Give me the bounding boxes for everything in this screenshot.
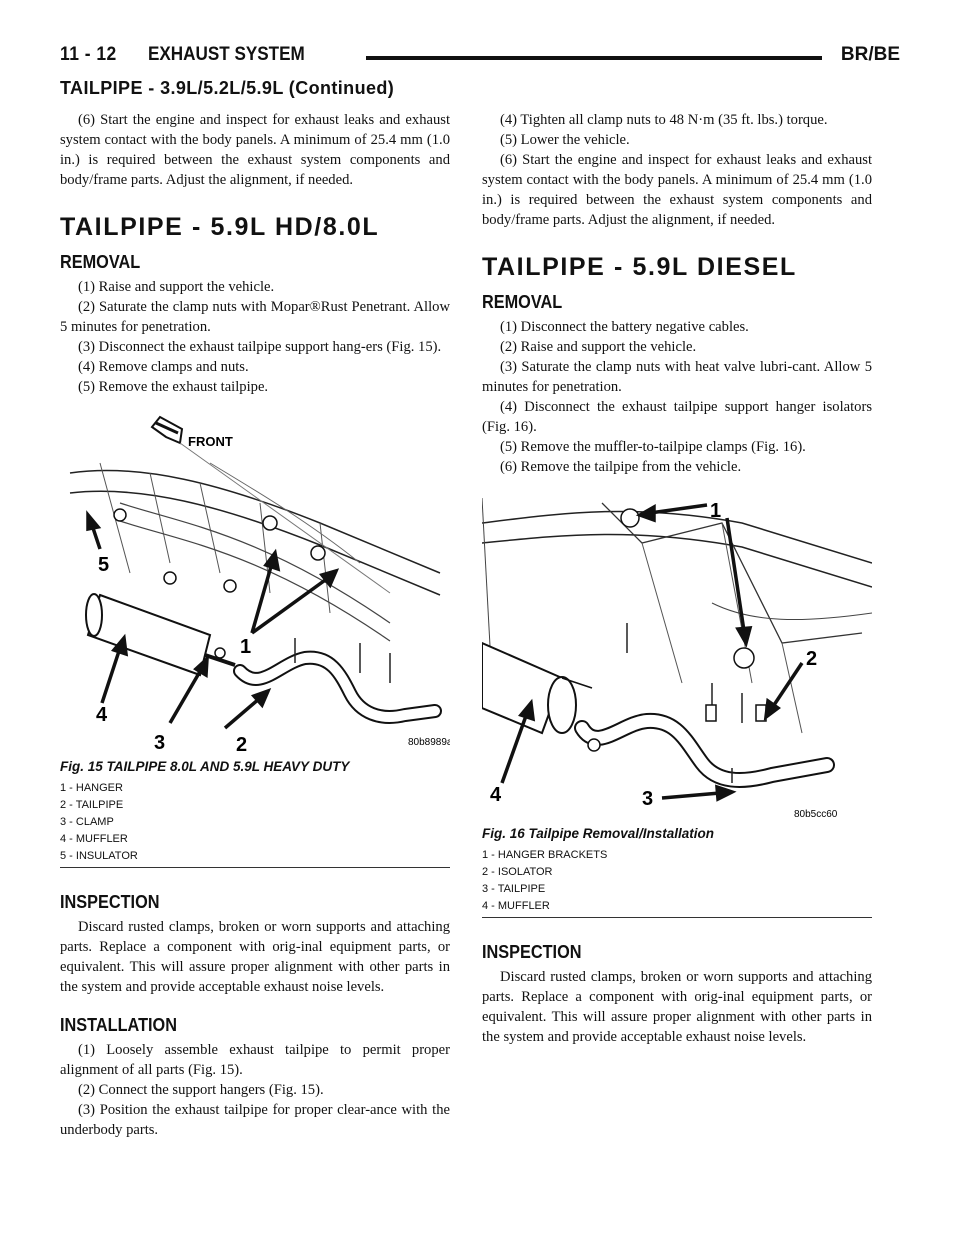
left-column — [60, 110, 450, 1140]
callout-1: 1 — [240, 636, 252, 658]
removal-step: (2) Saturate the clamp nuts with Mopar®Rust Penetrant. Allow 5 minutes for penetration. — [60, 299, 450, 335]
figure-code: 80b8989a — [408, 737, 450, 748]
installation-step: (3) Position the exhaust tailpipe for proper clear-ance with the underbody parts. — [60, 1102, 450, 1138]
page-number: 11 - 12 — [60, 44, 117, 65]
installation-heading: INSTALLATION — [60, 1014, 177, 1035]
removal-step: (1) Disconnect the battery negative cables. — [500, 319, 749, 335]
intro-step-6: (6) Start the engine and inspect for exhaust leaks and exhaust system contact with the body panels. A minimum of 25.4 mm (1.0 in.) is required between the exhaust system components and body/frame parts. Adjust the alignment, if needed. — [60, 112, 450, 188]
tailpipe-diesel-illustration — [482, 483, 872, 825]
removal-step: (5) Remove the muffler-to-tailpipe clamps (Fig. 16). — [500, 439, 806, 455]
removal-heading: REMOVAL — [60, 251, 141, 272]
header-rule — [366, 56, 822, 60]
figure-rule — [60, 867, 450, 868]
inspection-heading: INSPECTION — [482, 941, 582, 962]
legend-item: 4 - MUFFLER — [482, 900, 550, 912]
muffler-shape — [86, 594, 235, 675]
removal-step: (4) Remove clamps and nuts. — [78, 359, 249, 375]
figure-16 — [482, 483, 872, 825]
install-step: (4) Tighten all clamp nuts to 48 N·m (35 ft. lbs.) torque. — [500, 112, 828, 128]
legend-item: 5 - INSULATOR — [60, 850, 138, 862]
installation-step: (1) Loosely assemble exhaust tailpipe to permit proper alignment of all parts (Fig. 15). — [60, 1042, 450, 1078]
inspection-text: Discard rusted clamps, broken or worn supports and attaching parts. Replace a component with orig-inal equipment parts, or equivalent. This will assure proper alignment with other parts in the system and provide acceptable exhaust noise levels. — [60, 919, 450, 995]
callout-5: 5 — [98, 554, 110, 576]
figure-15-caption: Fig. 15 TAILPIPE 8.0L AND 5.9L HEAVY DUTY — [60, 759, 350, 774]
install-step: (5) Lower the vehicle. — [500, 132, 630, 148]
legend-item: 2 - ISOLATOR — [482, 866, 553, 878]
right-column — [482, 110, 872, 1047]
removal-heading: REMOVAL — [482, 291, 563, 312]
figure-code: 80b5cc60 — [794, 809, 838, 820]
callout-4: 4 — [96, 704, 108, 726]
tailpipe-shape — [582, 721, 827, 780]
legend-item: 1 - HANGER BRACKETS — [482, 849, 608, 861]
removal-step: (3) Saturate the clamp nuts with heat valve lubri-cant. Allow 5 minutes for penetration. — [482, 359, 872, 395]
section-name: EXHAUST SYSTEM — [148, 44, 305, 65]
removal-step: (1) Raise and support the vehicle. — [78, 279, 275, 295]
tailpipe-hd-illustration — [60, 403, 450, 758]
legend-item: 1 - HANGER — [60, 782, 123, 794]
figure-16-caption: Fig. 16 Tailpipe Removal/Installation — [482, 826, 715, 841]
continued-title: TAILPIPE - 3.9L/5.2L/5.9L (Continued) — [60, 78, 395, 98]
legend-item: 4 - MUFFLER — [60, 833, 128, 845]
callout-4: 4 — [490, 784, 502, 806]
removal-step: (5) Remove the exhaust tailpipe. — [78, 379, 269, 395]
front-label: FRONT — [188, 434, 233, 449]
inspection-heading: INSPECTION — [60, 891, 160, 912]
removal-step: (6) Remove the tailpipe from the vehicle. — [500, 459, 742, 475]
front-arrow-icon — [152, 417, 182, 443]
callout-2: 2 — [806, 648, 818, 670]
install-step: (6) Start the engine and inspect for exhaust leaks and exhaust system contact with the body panels. A minimum of 25.4 mm (1.0 in.) is required between the exhaust system components and body/frame parts. Adjust the alignment, if needed. — [482, 152, 872, 228]
section-title-hd: TAILPIPE - 5.9L HD/8.0L — [60, 213, 380, 241]
installation-step: (2) Connect the support hangers (Fig. 15). — [78, 1082, 324, 1098]
removal-step: (4) Disconnect the exhaust tailpipe support hanger isolators (Fig. 16). — [482, 399, 872, 435]
removal-step: (3) Disconnect the exhaust tailpipe support hang-ers (Fig. 15). — [78, 339, 442, 355]
callout-3: 3 — [642, 788, 654, 810]
callout-1: 1 — [710, 500, 722, 522]
page-header — [60, 44, 900, 74]
model-code: BR/BE — [840, 44, 900, 65]
tailpipe-shape — [240, 658, 435, 717]
figure-16-legend — [482, 847, 872, 915]
removal-step: (2) Raise and support the vehicle. — [500, 339, 697, 355]
legend-item: 3 - TAILPIPE — [482, 883, 546, 895]
figure-15 — [60, 403, 450, 758]
legend-item: 2 - TAILPIPE — [60, 799, 124, 811]
muffler-shape — [482, 643, 592, 733]
callout-3: 3 — [154, 732, 166, 754]
section-title-diesel: TAILPIPE - 5.9L DIESEL — [482, 253, 797, 281]
callout-2: 2 — [236, 734, 248, 756]
figure-15-legend — [60, 780, 450, 865]
legend-item: 3 - CLAMP — [60, 816, 114, 828]
figure-rule — [482, 917, 872, 918]
inspection-text: Discard rusted clamps, broken or worn supports and attaching parts. Replace a component with orig-inal equipment parts, or equivalent. This will assure proper alignment with other parts in the system and provide acceptable exhaust noise levels. — [482, 969, 872, 1045]
